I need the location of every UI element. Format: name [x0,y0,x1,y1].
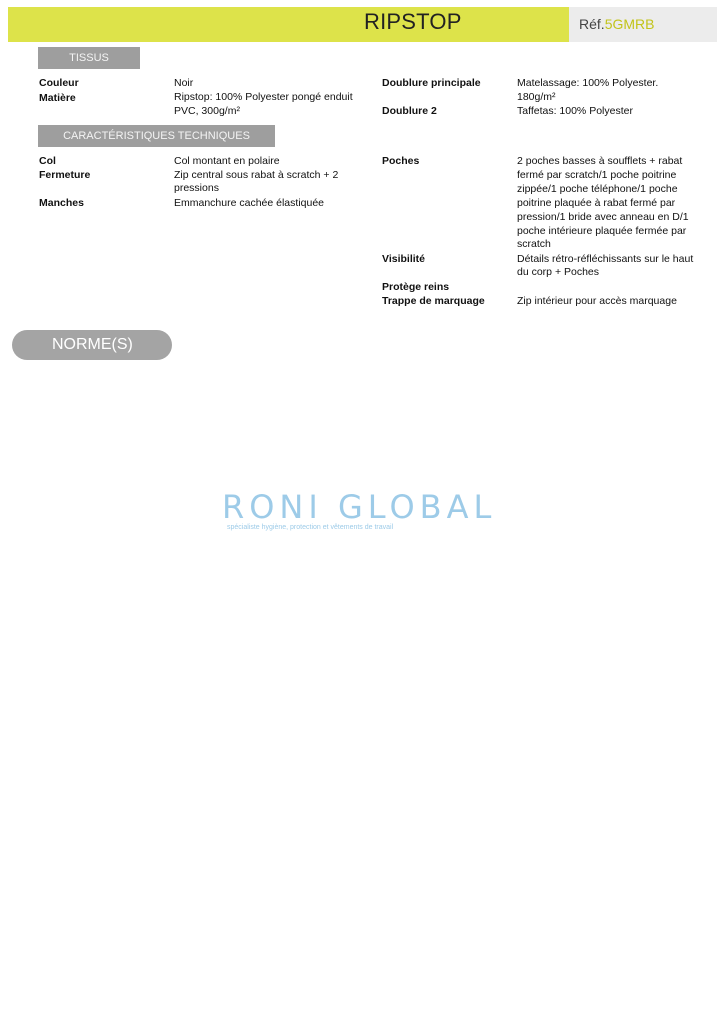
poches-value-line: 2 poches basses à soufflets + rabat [517,155,683,167]
reference-code: 5GMRB [604,16,655,32]
reference-label: Réf. [579,16,605,32]
section-normes-header: NORME(S) [12,330,172,360]
fermeture-value-line-1: Zip central sous rabat à scratch + 2 [174,169,339,181]
doublure2-value: Taffetas: 100% Polyester [517,105,633,117]
couleur-label: Couleur [39,77,79,89]
doublure2-label: Doublure 2 [382,105,437,117]
trappe-marquage-value: Zip intérieur pour accès marquage [517,295,677,307]
reference-box [569,7,717,42]
manches-label: Manches [39,197,84,209]
poches-value-line: poitrine plaquée à rabat fermé par [517,197,676,209]
section-caracteristiques-header: CARACTÉRISTIQUES TECHNIQUES [38,125,275,147]
trappe-marquage-label: Trappe de marquage [382,295,485,307]
poches-value-line: zippée/1 poche téléphone/1 poche [517,183,678,195]
poches-label: Poches [382,155,420,167]
reference [579,16,654,32]
poches-value-line: pression/1 bride avec anneau en D/1 [517,211,689,223]
fermeture-label: Fermeture [39,169,91,181]
matiere-label: Matière [39,92,76,104]
section-tissus-header: TISSUS [38,47,140,69]
poches-value-line: poche intérieure plaquée fermée par [517,225,687,237]
couleur-value: Noir [174,77,194,89]
fermeture-value-line-2: pressions [174,182,219,194]
col-label: Col [39,155,56,167]
col-value: Col montant en polaire [174,155,280,167]
logo-name: RONI GLOBAL [222,488,497,526]
poches-value-line: fermé par scratch/1 poche poitrine [517,169,677,181]
protege-reins-label: Protège reins [382,281,450,293]
visibilite-value-line-1: Détails rétro-réfléchissants sur le haut [517,253,694,265]
doublure-principale-value-line-1: Matelassage: 100% Polyester. [517,77,659,89]
logo-tagline: spécialiste hygiène, protection et vêtements de travail [227,524,394,531]
poches-value-line: scratch [517,238,551,250]
doublure-principale-value-line-2: 180g/m² [517,91,556,103]
visibilite-label: Visibilité [382,253,425,265]
manches-value: Emmanchure cachée élastiquée [174,197,325,209]
matiere-value-line-1: Ripstop: 100% Polyester pongé enduit [174,91,353,103]
matiere-value-line-2: PVC, 300g/m² [174,105,240,117]
company-logo [222,488,496,531]
visibilite-value-line-2: du corp + Poches [517,266,600,278]
doublure-principale-label: Doublure principale [382,77,481,89]
page-title: RIPSTOP [364,9,462,34]
